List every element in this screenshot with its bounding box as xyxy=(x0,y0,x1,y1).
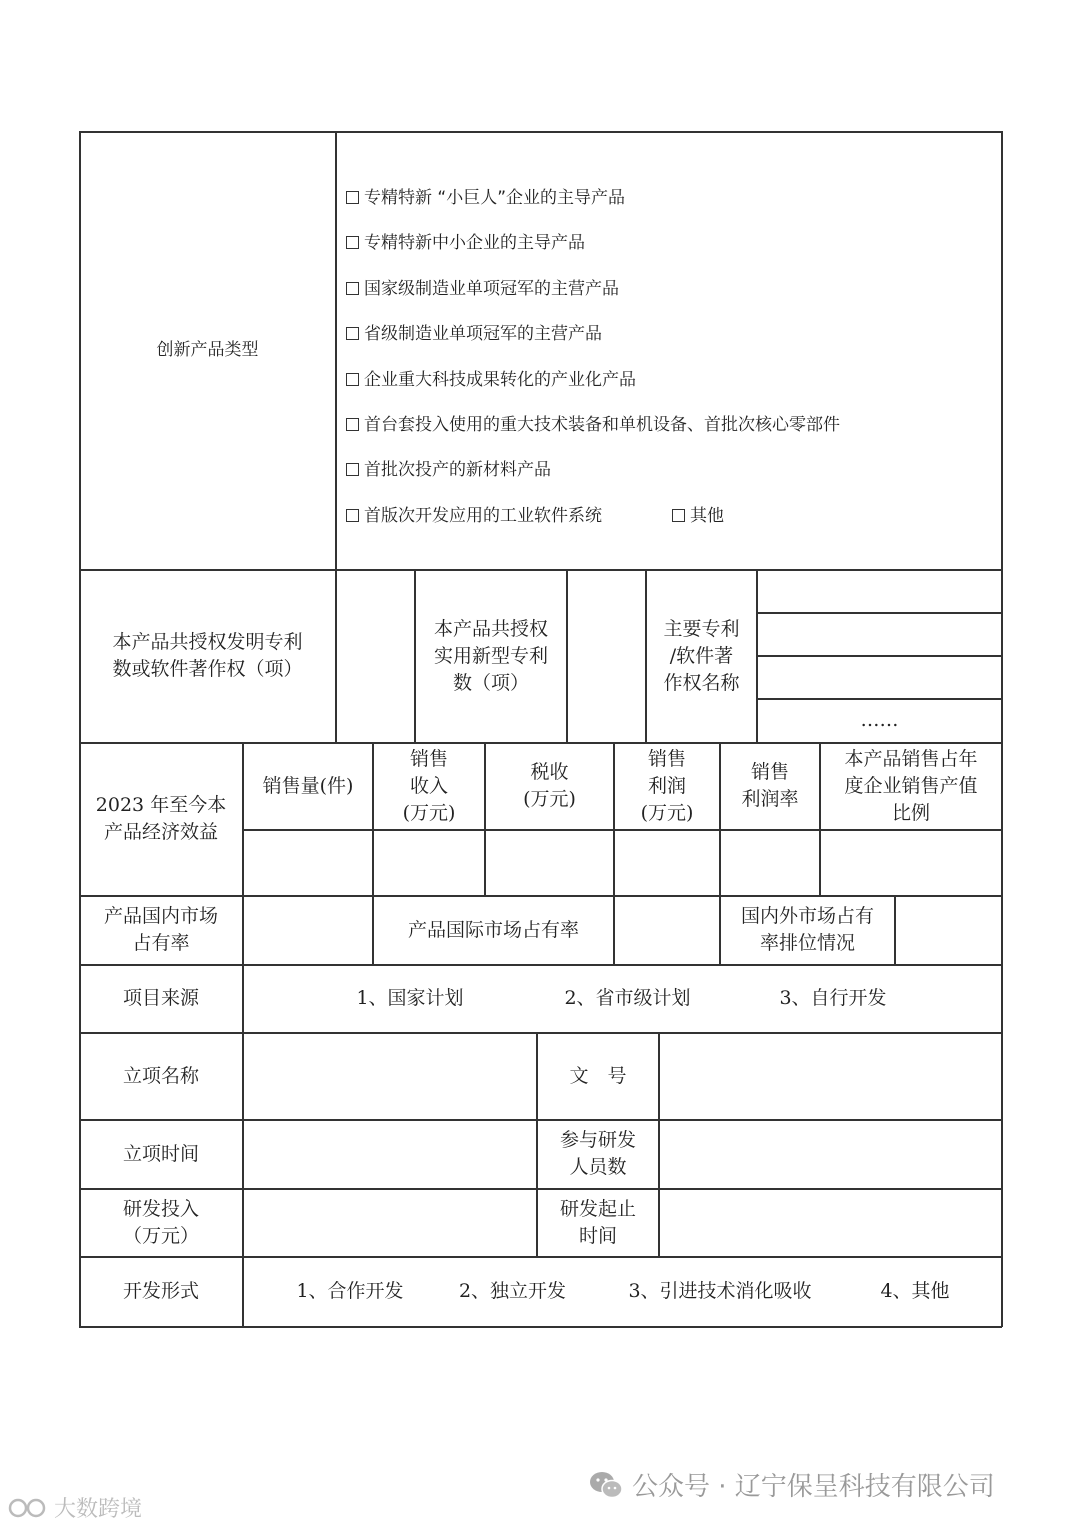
option-provincial-champion[interactable]: 省级制造业单项冠军的主营产品 xyxy=(346,322,602,346)
rd-period-label: 研发起止 时间 xyxy=(559,1197,636,1247)
doc-number-label: 文 号 xyxy=(569,1064,627,1087)
checkbox-icon[interactable] xyxy=(346,327,359,340)
rd-staff-input[interactable] xyxy=(660,1120,1001,1188)
intl-market-label: 产品国际市场占有率 xyxy=(407,918,579,941)
input-sales-revenue[interactable] xyxy=(374,831,484,895)
project-name-label: 立项名称 xyxy=(122,1064,199,1087)
dev-cooperative[interactable]: 1、合作开发 xyxy=(296,1280,404,1302)
market-rank-label: 国内外市场占有 率排位情况 xyxy=(740,905,874,954)
option-little-giant[interactable]: 专精特新 “小巨人”企业的主导产品 xyxy=(346,186,625,210)
intl-market-input[interactable] xyxy=(615,896,719,964)
checkbox-icon[interactable] xyxy=(346,191,359,204)
header-sales-profit: 销售 利润 (万元) xyxy=(640,747,694,824)
invention-patent-input[interactable] xyxy=(337,570,414,742)
checkbox-icon[interactable] xyxy=(346,282,359,295)
utility-patent-label: 本产品共授权 实用新型专利 数（项） xyxy=(433,617,548,694)
checkbox-icon[interactable] xyxy=(672,509,685,522)
input-sales-volume[interactable] xyxy=(244,831,372,895)
header-profit-margin: 销售 利润率 xyxy=(741,761,799,810)
dev-independent[interactable]: 2、独立开发 xyxy=(458,1280,567,1302)
project-time-input[interactable] xyxy=(244,1120,536,1188)
project-source-label: 项目来源 xyxy=(122,987,199,1009)
dev-other[interactable]: 4、其他 xyxy=(880,1280,950,1302)
project-name-input[interactable] xyxy=(244,1033,536,1119)
checkbox-icon[interactable] xyxy=(346,463,359,476)
option-new-material[interactable]: 首批次投产的新材料产品 xyxy=(346,458,551,482)
wechat-watermark: 公众号 · 辽宁保呈科技有限公司 xyxy=(588,1466,995,1503)
dev-import[interactable]: 3、引进技术消化吸收 xyxy=(628,1280,812,1302)
checkbox-icon[interactable] xyxy=(346,509,359,522)
option-other[interactable]: 其他 xyxy=(672,504,724,528)
source-provincial[interactable]: 2、省市级计划 xyxy=(564,987,691,1009)
market-rank-input[interactable] xyxy=(896,896,1001,964)
patent-names-ellipsis: …… xyxy=(860,709,899,731)
source-self[interactable]: 3、自行开发 xyxy=(779,987,887,1009)
checkbox-icon[interactable] xyxy=(346,373,359,386)
doc-number-input[interactable] xyxy=(660,1033,1001,1119)
header-sales-volume: 销售量(件) xyxy=(262,774,354,797)
invention-patent-label: 本产品共授权发明专利 数或软件著作权（项） xyxy=(112,631,303,680)
domestic-market-input[interactable] xyxy=(244,896,372,964)
economics-label: 2023 年至今本 产品经济效益 xyxy=(95,794,227,843)
innovation-type-label: 创新产品类型 xyxy=(156,339,259,360)
option-sme[interactable]: 专精特新中小企业的主导产品 xyxy=(346,231,585,255)
rd-investment-label: 研发投入 （万元） xyxy=(122,1197,199,1247)
rd-investment-input[interactable] xyxy=(244,1189,536,1256)
rd-staff-label: 参与研发 人员数 xyxy=(559,1129,636,1178)
input-sales-profit[interactable] xyxy=(615,831,719,895)
source-national[interactable]: 1、国家计划 xyxy=(356,987,464,1009)
rd-period-input[interactable] xyxy=(660,1189,1001,1256)
option-tech-transfer[interactable]: 企业重大科技成果转化的产业化产品 xyxy=(346,368,636,392)
header-sales-revenue: 销售 收入 (万元) xyxy=(402,747,456,824)
utility-patent-input[interactable] xyxy=(568,570,645,742)
option-national-champion[interactable]: 国家级制造业单项冠军的主营产品 xyxy=(346,277,619,301)
option-first-set[interactable]: 首台套投入使用的重大技术装备和单机设备、首批次核心零部件 xyxy=(346,413,840,437)
option-industrial-software[interactable]: 首版次开发应用的工业软件系统 xyxy=(346,504,602,528)
patent-names-label: 主要专利 /软件著 作权名称 xyxy=(663,617,740,694)
wechat-icon xyxy=(588,1470,624,1500)
input-sales-ratio[interactable] xyxy=(821,831,1001,895)
checkbox-icon[interactable] xyxy=(346,236,359,249)
dev-form-label: 开发形式 xyxy=(122,1280,199,1302)
header-tax: 税收 (万元) xyxy=(523,761,576,810)
link-icon xyxy=(6,1496,50,1520)
input-profit-margin[interactable] xyxy=(721,831,819,895)
checkbox-icon[interactable] xyxy=(346,418,359,431)
project-time-label: 立项时间 xyxy=(122,1142,199,1165)
domestic-market-label: 产品国内市场 占有率 xyxy=(103,905,218,954)
corner-watermark: 大数跨境 xyxy=(6,1492,142,1523)
header-sales-ratio: 本产品销售占年 度企业销售产值 比例 xyxy=(844,747,978,824)
input-tax[interactable] xyxy=(486,831,613,895)
